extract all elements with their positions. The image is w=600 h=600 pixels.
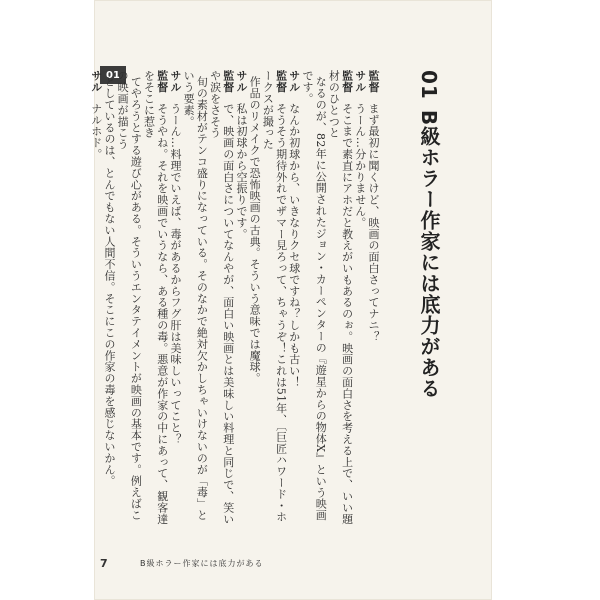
dialogue-line: [90, 70, 103, 530]
dialogue-text: なるのが、82年に公開されたジョン・カーペンターの『遊星からの物体X』という映画です。: [300, 70, 328, 521]
chapter-title-text: B級ホラー作家には底力がある: [417, 109, 441, 400]
dialogue-text: なんか初球から、いきなりクセ球ですね？しかも古い！: [287, 102, 301, 388]
dialogue-line: [116, 70, 142, 530]
chapter-title-number: 01: [417, 70, 441, 100]
dialogue-text: 旬の素材がテンコ盛りになっている。そのなかで絶対欠かしちゃいけないのが「毒」という要素。: [182, 70, 209, 521]
dialogue-text: うーん…分かりません。: [353, 102, 367, 229]
chapter-title: [412, 70, 444, 530]
dialogue-line: [261, 70, 287, 530]
speaker-label: サル: [89, 70, 103, 93]
dialogue-text: 作品のリメイクで恐怖映画の古典。そういう意味では魔球。: [248, 76, 262, 384]
speaker-label: 監督: [367, 70, 380, 93]
dialogue-line: [142, 70, 168, 530]
speaker-label: サル: [353, 70, 367, 93]
dialogue-text: うーん…料理でいえば、毒があるからフグ肝は美味しいってこと？: [168, 102, 182, 445]
dialogue-line: [301, 70, 327, 530]
speaker-label: サル: [287, 70, 301, 93]
dialogue-text: そこまで素直にアホだと教えがいもあるのぉ。映画の面白さを考える上で、いい題材のひとつと: [327, 70, 354, 525]
dialogue-line: [288, 70, 301, 530]
dialogue-line: [235, 70, 248, 530]
page-number: 7: [100, 556, 108, 570]
dialogue-text: 私は初球から空振りです。: [234, 102, 248, 240]
dialogue-line: [354, 70, 367, 530]
speaker-label: 監督: [340, 70, 354, 93]
dialogue-text: そうやね。それを映画でいうなら、ある種の毒。悪意が作家の中にあって、観客達をそこに惹き: [142, 70, 169, 525]
dialogue-line: [367, 70, 380, 530]
dialogue-text: で、映画の面白さについてなんやが、面白い映画とは美味しい料理と同じで、笑いや涙をさそう: [208, 70, 235, 525]
speaker-label: 監督: [221, 70, 235, 93]
speaker-label: サル: [168, 70, 182, 93]
dialogue-text: としているのは、とんでもない人間不信。そこにこの作家の毒を感じないかん。: [102, 76, 116, 487]
dialogue-text: まず最初に聞くけど、映画の面白さってナニ？: [367, 102, 380, 343]
dialogue-line: [182, 70, 208, 530]
dialogue-line: [327, 70, 353, 530]
page-footer: [100, 556, 264, 570]
dialogue-text: そうそう期待外れでザマー見ろって、ちゃうぞ！これは51年、〔巨匠ハワード・ホークスが撮った: [261, 70, 288, 523]
dialogue-text: ナルホド。: [89, 102, 103, 160]
dialogue-line: [169, 70, 182, 530]
speaker-label: 監督: [274, 70, 288, 93]
speaker-label: 監督: [155, 70, 169, 93]
speaker-label: サル: [234, 70, 248, 93]
dialogue-text: てやろうとする遊び心がある。そういうエンタテイメントが映画の基本です。例えばこの映画が描こう: [116, 70, 143, 521]
dialogue-line: [103, 70, 116, 530]
running-head: B級ホラー作家には底力がある: [140, 558, 264, 568]
dialogue-line: [208, 70, 234, 530]
dialogue-line: [248, 70, 261, 530]
chapter-tab: 01: [100, 66, 126, 84]
